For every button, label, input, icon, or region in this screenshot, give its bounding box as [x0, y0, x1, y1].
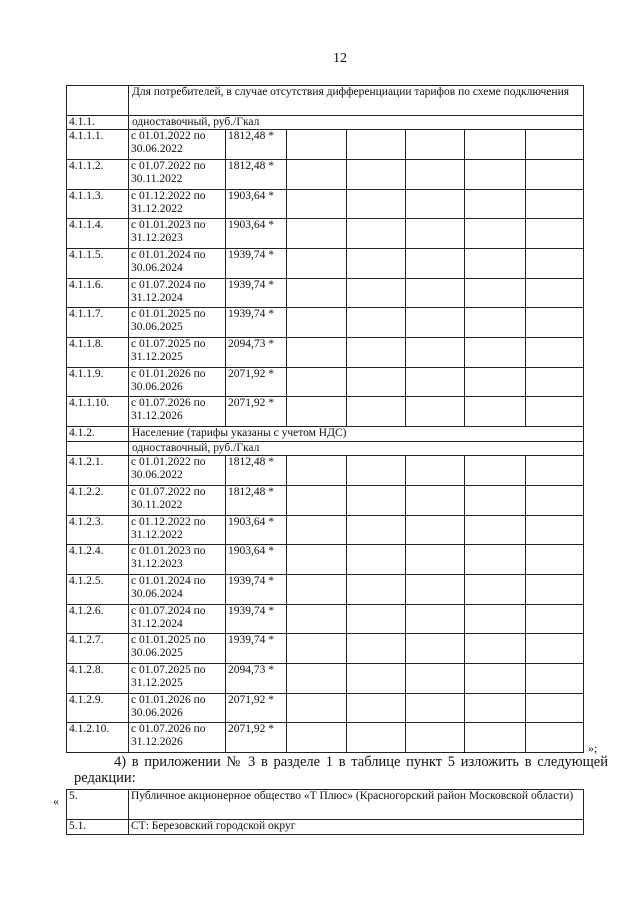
tariff-value: 1903,64 * — [226, 189, 287, 219]
empty-cell — [465, 575, 526, 605]
table-row — [67, 575, 584, 605]
empty-cell — [526, 337, 584, 367]
empty-cell — [406, 545, 465, 575]
empty-cell — [465, 130, 526, 160]
empty-cell — [526, 367, 584, 397]
period-cell: с 01.07.2024 по 31.12.2024 — [129, 604, 226, 634]
row-number: 4.1.1.7. — [67, 308, 129, 338]
territory-name: СТ: Березовский городской округ — [129, 820, 584, 835]
empty-cell — [406, 367, 465, 397]
item-5-table — [66, 789, 584, 835]
tariff-value: 1939,74 * — [226, 308, 287, 338]
row-number: 5.1. — [67, 820, 129, 835]
amendment-line-1: 4) в приложении № 3 в разделе 1 в таблице пункт 5 изложить в следующей — [114, 754, 608, 770]
table-row — [67, 397, 584, 427]
organization-name: Публичное акционерное общество «Т Плюс» (Красногорский район Московской области) — [129, 790, 584, 820]
table-row — [67, 278, 584, 308]
period-cell: с 01.07.2022 по 30.11.2022 — [129, 486, 226, 516]
row-number: 4.1.2.7. — [67, 634, 129, 664]
table-row — [67, 249, 584, 279]
empty-cell — [465, 486, 526, 516]
empty-cell — [406, 515, 465, 545]
empty-cell — [526, 663, 584, 693]
empty-cell — [526, 308, 584, 338]
table-row — [67, 130, 584, 160]
table-row — [67, 86, 584, 116]
table-row — [67, 441, 584, 456]
table-row — [67, 820, 584, 835]
period-cell: с 01.01.2022 по 30.06.2022 — [129, 130, 226, 160]
tariff-value: 2094,73 * — [226, 663, 287, 693]
empty-cell — [287, 456, 347, 486]
row-number: 4.1.1.6. — [67, 278, 129, 308]
tariff-value: 1812,48 * — [226, 130, 287, 160]
empty-cell — [526, 189, 584, 219]
period-cell: с 01.07.2025 по 31.12.2025 — [129, 337, 226, 367]
row-number: 4.1.2.9. — [67, 693, 129, 723]
empty-cell — [406, 397, 465, 427]
empty-cell — [287, 278, 347, 308]
row-number: 4.1.2.10. — [67, 723, 129, 753]
opening-quote: « — [53, 794, 59, 808]
empty-cell — [465, 634, 526, 664]
period-cell: с 01.01.2023 по 31.12.2023 — [129, 545, 226, 575]
page-number: 12 — [333, 51, 347, 66]
period-cell: с 01.07.2026 по 31.12.2026 — [129, 397, 226, 427]
empty-cell — [526, 604, 584, 634]
row-number: 4.1.1.3. — [67, 189, 129, 219]
tariff-value: 2071,92 * — [226, 367, 287, 397]
empty-cell — [347, 249, 406, 279]
empty-cell — [287, 663, 347, 693]
empty-cell — [347, 367, 406, 397]
empty-cell — [347, 219, 406, 249]
empty-cell — [287, 249, 347, 279]
empty-cell — [465, 249, 526, 279]
empty-cell — [406, 337, 465, 367]
table-row — [67, 367, 584, 397]
row-number: 4.1.2. — [67, 426, 129, 441]
empty-cell — [406, 249, 465, 279]
row-number — [67, 441, 129, 456]
table-row — [67, 486, 584, 516]
empty-cell — [287, 515, 347, 545]
table-row — [67, 723, 584, 753]
empty-cell — [287, 723, 347, 753]
tariff-value: 1939,74 * — [226, 604, 287, 634]
empty-cell — [406, 604, 465, 634]
empty-cell — [287, 219, 347, 249]
empty-cell — [526, 634, 584, 664]
tariff-value: 1903,64 * — [226, 545, 287, 575]
empty-cell — [347, 575, 406, 605]
empty-cell — [347, 308, 406, 338]
empty-cell — [406, 575, 465, 605]
tariff-value: 2094,73 * — [226, 337, 287, 367]
empty-cell — [465, 367, 526, 397]
table-row — [67, 189, 584, 219]
empty-cell — [465, 604, 526, 634]
row-number: 4.1.1.1. — [67, 130, 129, 160]
period-cell: с 01.01.2026 по 30.06.2026 — [129, 367, 226, 397]
empty-cell — [406, 663, 465, 693]
empty-cell — [465, 397, 526, 427]
empty-cell — [465, 219, 526, 249]
row-number: 4.1.2.5. — [67, 575, 129, 605]
tariff-value: 2071,92 * — [226, 723, 287, 753]
empty-cell — [526, 160, 584, 190]
empty-cell — [287, 604, 347, 634]
empty-cell — [526, 130, 584, 160]
empty-cell — [287, 693, 347, 723]
empty-cell — [287, 160, 347, 190]
table-row — [67, 219, 584, 249]
tariff-value: 2071,92 * — [226, 693, 287, 723]
table-row — [67, 426, 584, 441]
empty-cell — [406, 634, 465, 664]
empty-cell — [347, 723, 406, 753]
empty-cell — [347, 515, 406, 545]
tariff-value: 1939,74 * — [226, 634, 287, 664]
empty-cell — [526, 723, 584, 753]
empty-cell — [347, 278, 406, 308]
empty-cell — [347, 693, 406, 723]
row-number: 4.1.2.3. — [67, 515, 129, 545]
population-header: Население (тарифы указаны с учетом НДС) — [129, 426, 584, 441]
empty-cell — [287, 575, 347, 605]
empty-cell — [406, 189, 465, 219]
empty-cell — [347, 545, 406, 575]
period-cell: с 01.01.2022 по 30.06.2022 — [129, 456, 226, 486]
period-cell: с 01.01.2024 по 30.06.2024 — [129, 575, 226, 605]
empty-cell — [465, 723, 526, 753]
amendment-paragraph — [74, 754, 608, 786]
period-cell: с 01.07.2024 по 31.12.2024 — [129, 278, 226, 308]
empty-cell — [465, 278, 526, 308]
empty-cell — [347, 337, 406, 367]
empty-cell — [526, 486, 584, 516]
row-number: 4.1.1.8. — [67, 337, 129, 367]
empty-cell — [465, 693, 526, 723]
empty-cell — [347, 634, 406, 664]
table-row — [67, 545, 584, 575]
period-cell: с 01.07.2022 по 30.11.2022 — [129, 160, 226, 190]
empty-cell — [287, 130, 347, 160]
tariff-value: 2071,92 * — [226, 397, 287, 427]
closing-quote: »; — [588, 741, 598, 755]
empty-cell — [406, 693, 465, 723]
period-cell: с 01.12.2022 по 31.12.2022 — [129, 189, 226, 219]
empty-cell — [347, 189, 406, 219]
period-cell: с 01.07.2026 по 31.12.2026 — [129, 723, 226, 753]
period-cell: с 01.01.2025 по 30.06.2025 — [129, 634, 226, 664]
empty-cell — [526, 515, 584, 545]
empty-cell — [287, 367, 347, 397]
empty-cell — [526, 249, 584, 279]
row-number: 4.1.1.10. — [67, 397, 129, 427]
row-number: 4.1.1.2. — [67, 160, 129, 190]
empty-cell — [287, 308, 347, 338]
empty-cell — [287, 486, 347, 516]
tariff-value: 1939,74 * — [226, 278, 287, 308]
tariff-value: 1903,64 * — [226, 219, 287, 249]
empty-cell — [526, 397, 584, 427]
empty-cell — [465, 456, 526, 486]
period-cell: с 01.07.2025 по 31.12.2025 — [129, 663, 226, 693]
row-number: 4.1.2.8. — [67, 663, 129, 693]
empty-cell — [347, 663, 406, 693]
empty-cell — [406, 219, 465, 249]
empty-cell — [287, 545, 347, 575]
empty-cell — [347, 130, 406, 160]
empty-cell — [406, 456, 465, 486]
population-subheader: одноставочный, руб./Гкал — [129, 441, 584, 456]
empty-cell — [526, 278, 584, 308]
empty-cell — [406, 486, 465, 516]
table-row — [67, 115, 584, 130]
empty-cell — [406, 160, 465, 190]
section-label: одноставочный, руб./Гкал — [129, 115, 584, 130]
empty-cell — [406, 278, 465, 308]
row-number: 4.1.1. — [67, 115, 129, 130]
table-row — [67, 456, 584, 486]
table-row — [67, 790, 584, 820]
table-row — [67, 604, 584, 634]
empty-cell — [465, 308, 526, 338]
empty-cell — [347, 397, 406, 427]
empty-cell — [526, 219, 584, 249]
tariff-table — [66, 85, 584, 753]
row-number: 4.1.2.2. — [67, 486, 129, 516]
empty-cell — [465, 189, 526, 219]
tariff-value: 1812,48 * — [226, 456, 287, 486]
row-number: 5. — [67, 790, 129, 820]
empty-cell — [287, 634, 347, 664]
amendment-line-2: редакции: — [74, 770, 136, 786]
tariff-value: 1939,74 * — [226, 575, 287, 605]
table-row — [67, 308, 584, 338]
tariff-value: 1903,64 * — [226, 515, 287, 545]
row-number: 4.1.2.1. — [67, 456, 129, 486]
empty-cell — [347, 160, 406, 190]
table-row — [67, 663, 584, 693]
consumer-header: Для потребителей, в случае отсутствия дифференциации тарифов по схеме подключения — [129, 86, 584, 116]
empty-cell — [526, 693, 584, 723]
empty-cell — [347, 486, 406, 516]
table-row — [67, 337, 584, 367]
table-row — [67, 515, 584, 545]
empty-cell — [287, 337, 347, 367]
empty-cell — [465, 515, 526, 545]
period-cell: с 01.01.2023 по 31.12.2023 — [129, 219, 226, 249]
empty-cell — [406, 723, 465, 753]
period-cell: с 01.01.2024 по 30.06.2024 — [129, 249, 226, 279]
row-number: 4.1.1.5. — [67, 249, 129, 279]
row-number — [67, 86, 129, 116]
tariff-value: 1812,48 * — [226, 486, 287, 516]
table-row — [67, 693, 584, 723]
empty-cell — [526, 545, 584, 575]
table-row — [67, 160, 584, 190]
empty-cell — [287, 397, 347, 427]
empty-cell — [347, 456, 406, 486]
empty-cell — [465, 337, 526, 367]
row-number: 4.1.2.4. — [67, 545, 129, 575]
empty-cell — [465, 663, 526, 693]
empty-cell — [465, 545, 526, 575]
period-cell: с 01.01.2025 по 30.06.2025 — [129, 308, 226, 338]
empty-cell — [287, 189, 347, 219]
empty-cell — [347, 604, 406, 634]
empty-cell — [406, 130, 465, 160]
row-number: 4.1.1.4. — [67, 219, 129, 249]
empty-cell — [526, 456, 584, 486]
empty-cell — [406, 308, 465, 338]
table-row — [67, 634, 584, 664]
tariff-value: 1939,74 * — [226, 249, 287, 279]
row-number: 4.1.2.6. — [67, 604, 129, 634]
empty-cell — [526, 575, 584, 605]
period-cell: с 01.12.2022 по 31.12.2022 — [129, 515, 226, 545]
tariff-value: 1812,48 * — [226, 160, 287, 190]
row-number: 4.1.1.9. — [67, 367, 129, 397]
empty-cell — [465, 160, 526, 190]
period-cell: с 01.01.2026 по 30.06.2026 — [129, 693, 226, 723]
